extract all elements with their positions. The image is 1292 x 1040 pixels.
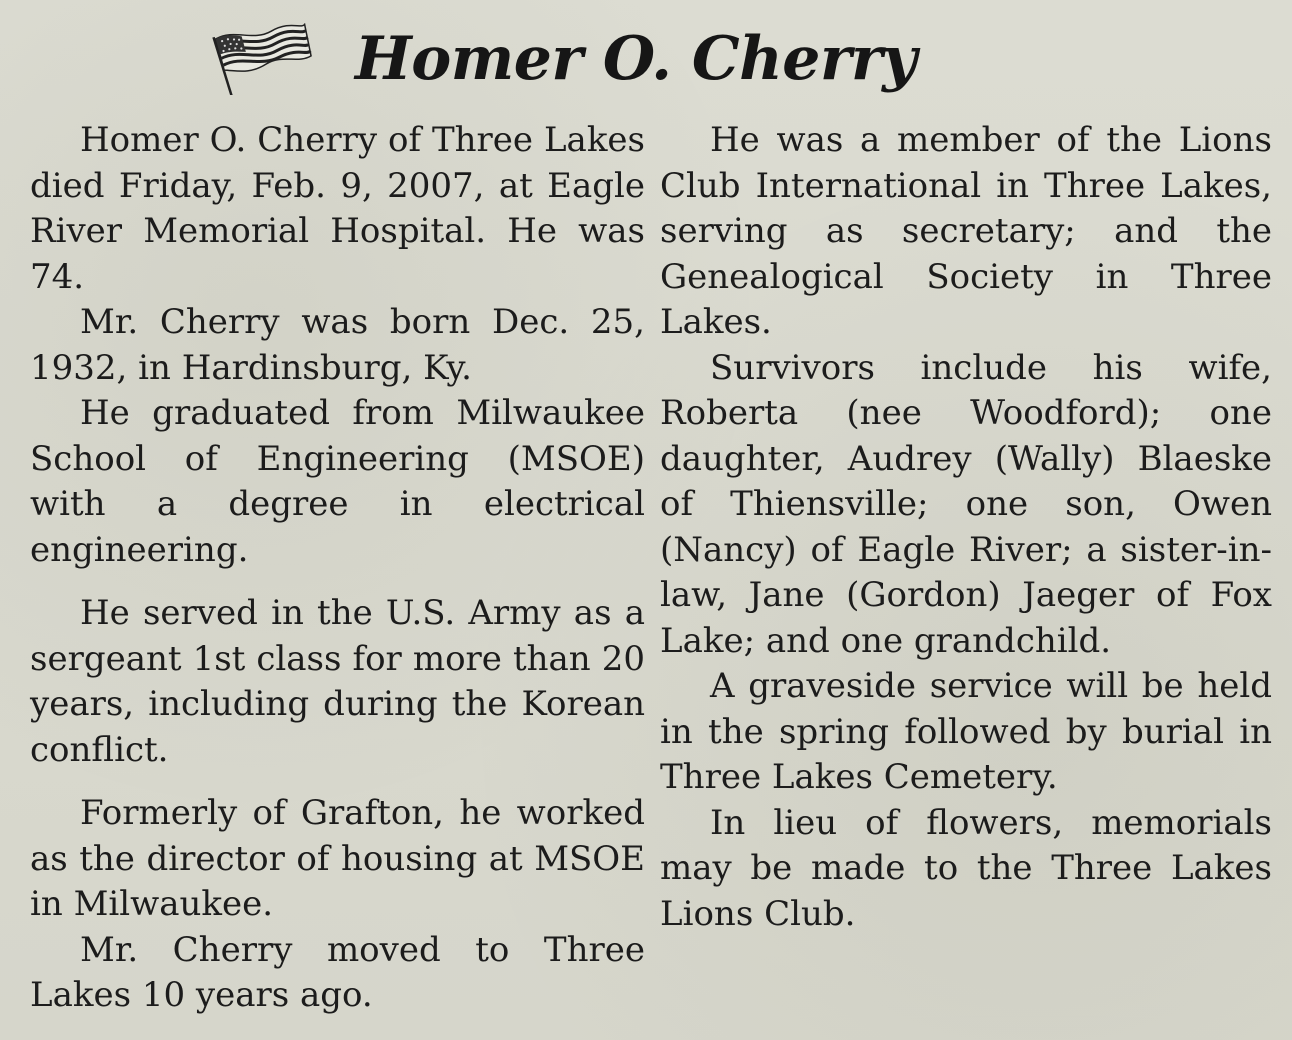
paragraph-residence: Mr. Cherry moved to Three Lakes 10 years ago. <box>30 929 645 1015</box>
paragraph-military: He served in the U.S. Army as a sergeant 1st class for more than 20 years, including during the Korean conflict. <box>30 593 645 770</box>
paragraph-career: Formerly of Grafton, he worked as the director of housing at MSOE in Milwaukee. <box>30 793 645 924</box>
paragraph-education: He graduated from Milwaukee School of Engineering (MSOE) with a degree in electrical engineering. <box>30 393 645 570</box>
paragraph-death: Homer O. Cherry of Three Lakes died Friday, Feb. 9, 2007, at Eagle River Memorial Hospital. He was 74. <box>30 120 645 297</box>
left-column <box>30 118 645 1019</box>
paragraph-memorials: In lieu of flowers, memorials may be made to the Three Lakes Lions Club. <box>660 802 1272 934</box>
paragraph-service: A graveside service will be held in the spring followed by burial in Three Lakes Cemetery. <box>660 666 1272 797</box>
american-flag-icon <box>205 23 315 95</box>
paragraph-birth: Mr. Cherry was born Dec. 25, 1932, in Hardinsburg, Ky. <box>30 302 645 388</box>
headline <box>205 14 965 104</box>
obituary-title: Homer O. Cherry <box>355 24 917 94</box>
right-column <box>660 118 1272 937</box>
paragraph-survivors: Survivors include his wife, Roberta (nee Woodford); one daughter, Audrey (Wally) Blaeske of Thiensville; one son, Owen (Nancy) of Eagle River; a sister-in-law, Jane (Gordon) Jaeger of Fox Lake; and one grandchild. <box>660 347 1272 661</box>
paragraph-memberships: He was a member of the Lions Club International in Three Lakes, serving as secretary; and the Genealogical Society in Three Lakes. <box>660 120 1272 342</box>
